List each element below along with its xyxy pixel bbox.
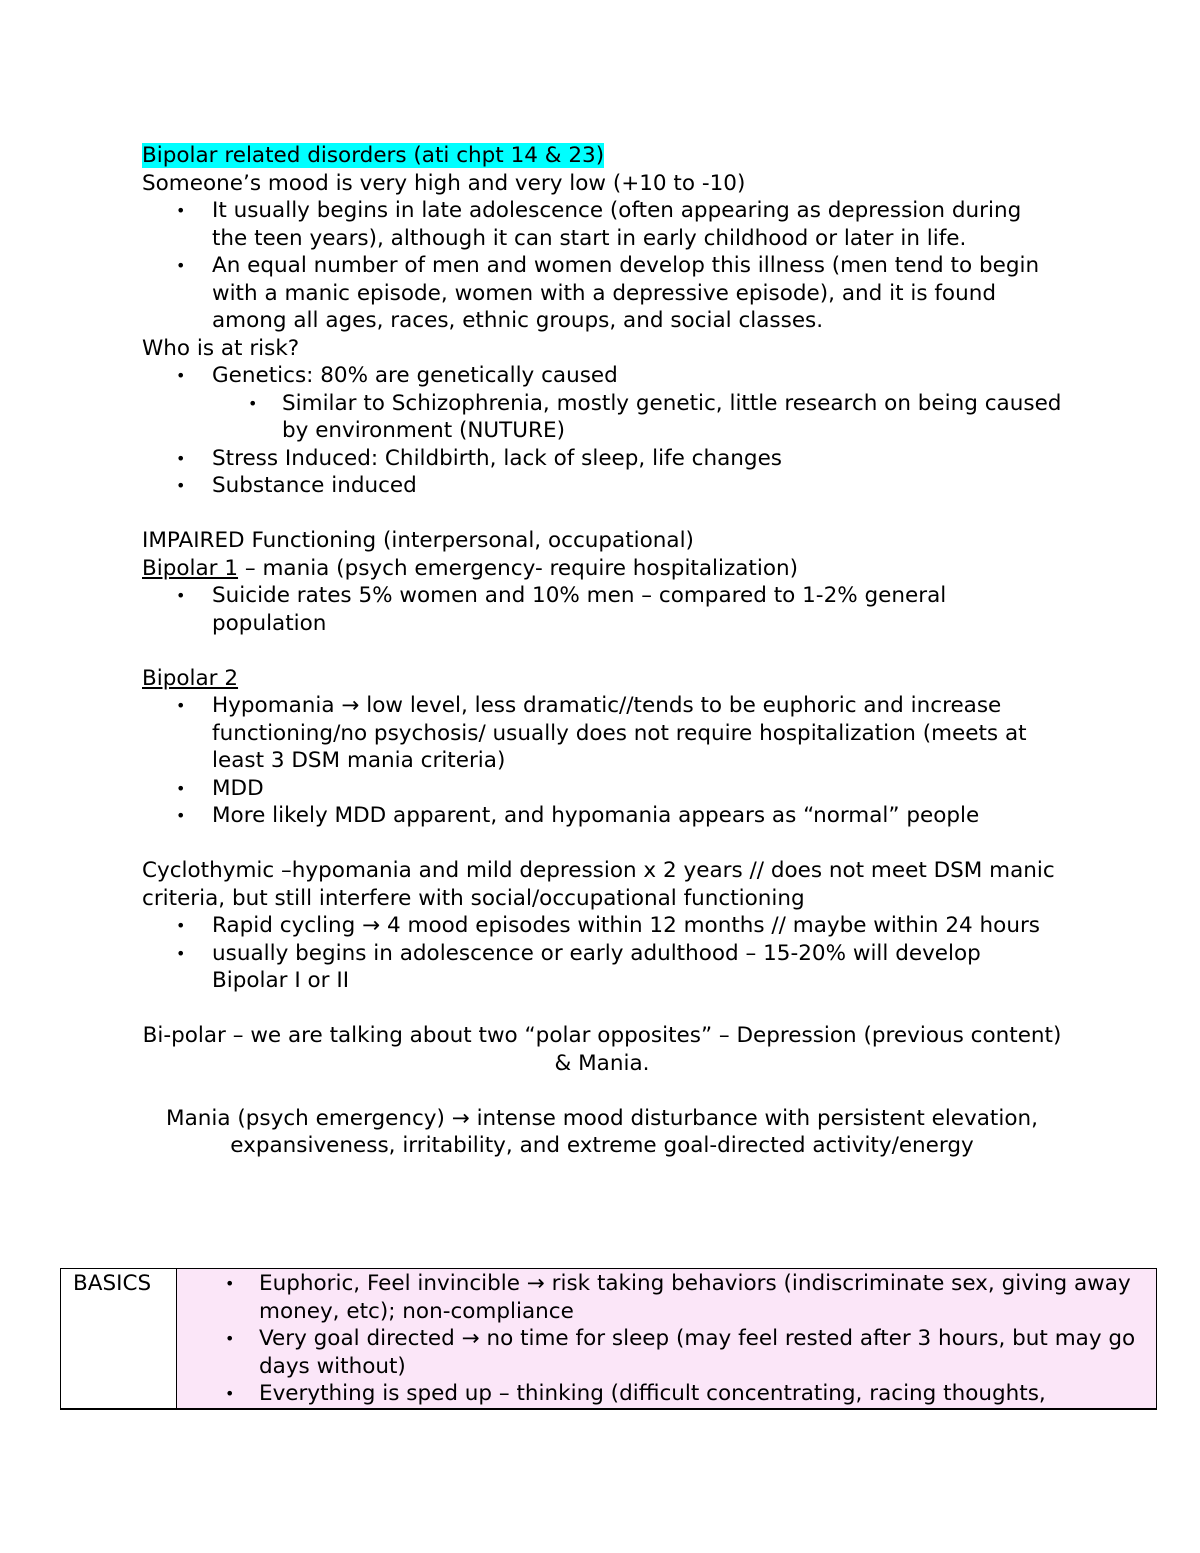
mania-table [60, 1268, 1157, 1410]
mania-note: Mania (psych emergency) → intense mood disturbance with persistent elevation, expansiveness, irritability, and extreme goal-directed activity/energy [166, 1105, 1038, 1158]
table-row-label: BASICS [61, 1269, 177, 1408]
list-item: • Euphoric, Feel invincible → risk taking behaviors (indiscriminate sex, giving away money, etc); non-compliance [177, 1270, 1156, 1325]
list-item: • MDD [142, 775, 1062, 803]
blank-line [142, 637, 1062, 665]
list-item: • Suicide rates 5% women and 10% men – compared to 1-2% general population [142, 582, 1062, 637]
bipolar-note: Bi-polar – we are talking about two “polar opposites” – Depression (previous content) & Mania. [142, 1023, 1062, 1076]
list-item: • usually begins in adolescence or early adulthood – 15-20% will develop Bipolar I or II [142, 940, 1062, 995]
blank-line [142, 1077, 1062, 1105]
intro-line: Someone’s mood is very high and very low (+10 to -10) [142, 170, 746, 196]
list-item: • An equal number of men and women develop this illness (men tend to begin with a manic episode, women with a depressive episode), and it is found among all ages, races, ethnic groups, and social classes. [142, 252, 1062, 335]
blank-line [142, 500, 1062, 528]
list-item: • Rapid cycling → 4 mood episodes within 12 months // maybe within 24 hours [142, 912, 1062, 940]
list-item: • Genetics: 80% are genetically caused [142, 362, 1062, 390]
bipolar1-desc: – mania (psych emergency- require hospitalization) [238, 555, 798, 581]
document-body [142, 142, 1062, 1160]
cyclothymic-text: Cyclothymic –hypomania and mild depression x 2 years // does not meet DSM manic criteria, but still interfere with social/occupational functioning [142, 858, 1055, 911]
list-item: • Stress Induced: Childbirth, lack of sleep, life changes [142, 445, 1062, 473]
document-title [142, 142, 1062, 170]
cyclothymic-bullet-list [142, 912, 1062, 995]
impaired-line: IMPAIRED Functioning (interpersonal, occupational) [142, 528, 694, 553]
risk-heading: Who is at risk? [142, 335, 300, 361]
bipolar2-bullet-list [142, 692, 1062, 830]
title-highlight: Bipolar related disorders (ati chpt 14 & 23) [142, 143, 605, 168]
list-item: • Substance induced [142, 472, 1062, 500]
bipolar2-label: Bipolar 2 [142, 665, 239, 691]
bipolar1-bullet-list [142, 582, 1062, 637]
blank-line [142, 995, 1062, 1023]
blank-line [142, 830, 1062, 858]
list-item: • More likely MDD apparent, and hypomania appears as “normal” people [142, 802, 1062, 830]
bipolar2-heading [142, 665, 1062, 693]
bipolar1-label: Bipolar 1 [142, 555, 239, 581]
list-item: • Everything is sped up – thinking (difficult concentrating, racing thoughts, [177, 1380, 1156, 1408]
risk-bullet-list [142, 362, 1062, 500]
list-item: • It usually begins in late adolescence (often appearing as depression during the teen years), although it can start in early childhood or later in life. [142, 197, 1062, 252]
list-item: • Hypomania → low level, less dramatic//tends to be euphoric and increase functioning/no psychosis/ usually does not require hospitalization (meets at least 3 DSM mania criteria) [142, 692, 1062, 775]
sub-list-item: • Similar to Schizophrenia, mostly genetic, little research on being caused by environment (NUTURE) [142, 390, 1062, 445]
list-item: • Very goal directed → no time for sleep (may feel rested after 3 hours, but may go days without) [177, 1325, 1156, 1380]
intro-bullet-list [142, 197, 1062, 335]
table-row-content [177, 1269, 1156, 1408]
table-bullet-list [177, 1270, 1156, 1408]
bipolar1-heading [142, 555, 1062, 583]
